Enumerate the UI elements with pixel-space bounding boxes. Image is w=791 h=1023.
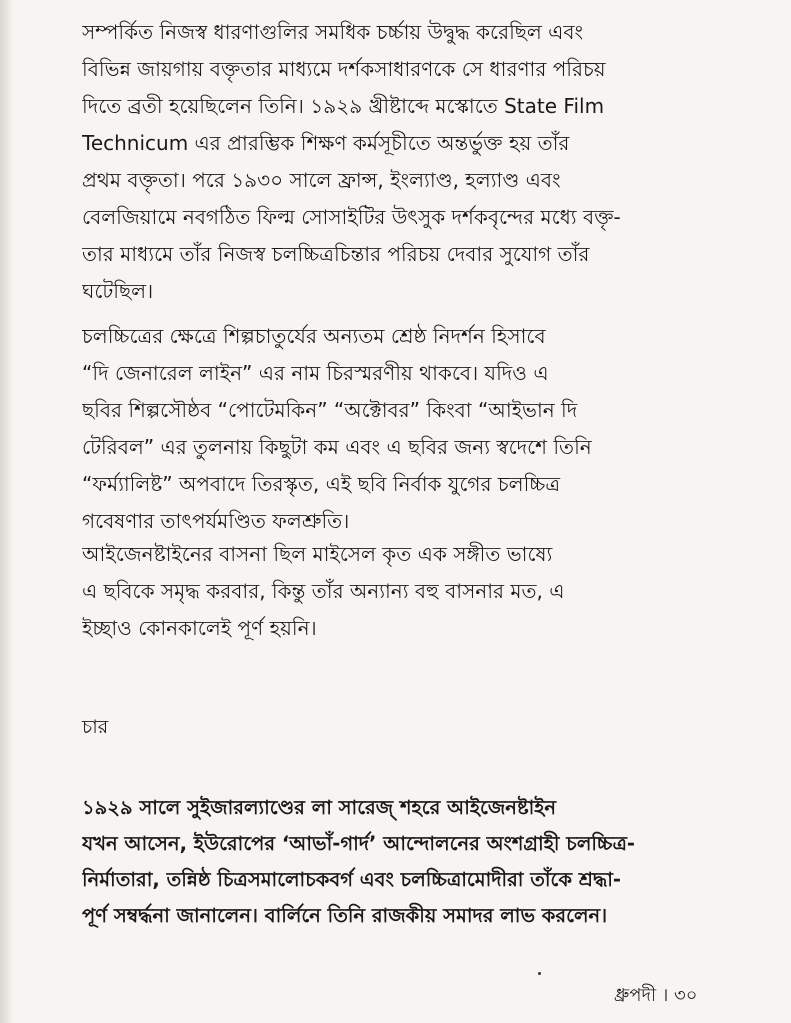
text-line: নির্মাতারা, তন্নিষ্ঠ চিত্রসমালোচকবর্গ এবং চলচ্চিত্রামোদীরা তাঁকে শ্রদ্ধা- bbox=[82, 868, 622, 891]
text-line: ঘটেছিল। bbox=[82, 279, 154, 303]
text-line: বেলজিয়ামে নবগঠিত ফিল্ম সোসাইটির উৎসুক দর্শকবৃন্দের মধ্যে বক্তৃ- bbox=[82, 205, 621, 229]
text-line: ১৯২৯ সালে সুইজারল্যাণ্ডের লা সারেজ্ শহরে আইজেনষ্টাইন bbox=[82, 796, 557, 819]
section-paragraph bbox=[82, 790, 722, 934]
journal-name: ধ্রুপদী bbox=[614, 985, 657, 1006]
page-edge-shadow bbox=[0, 0, 14, 1023]
footer-separator: । bbox=[661, 985, 669, 1006]
text-line: প্রথম বক্তৃতা। পরে ১৯৩০ সালে ফ্রান্স, ইংল্যাণ্ড, হল্যাণ্ড এবং bbox=[82, 168, 561, 192]
text-line: বিভিন্ন জায়গায় বক্তৃতার মাধ্যমে দর্শকসাধারণকে সে ধারণার পরিচয় bbox=[82, 57, 606, 81]
text-line: গবেষণার তাৎপর্যমণ্ডিত ফলশ্রুতি। bbox=[82, 509, 350, 533]
text-line: টেরিবল” এর তুলনায় কিছুটা কম এবং এ ছবির জন্য স্বদেশে তিনি bbox=[82, 435, 592, 459]
paragraph-2 bbox=[82, 318, 722, 540]
paragraph-3 bbox=[82, 536, 722, 647]
paragraph-1 bbox=[82, 14, 722, 310]
text-line: “দি জেনারেল লাইন” এর নাম চিরস্মরণীয় থাকবে। যদিও এ bbox=[82, 361, 549, 385]
ink-speck bbox=[538, 972, 541, 975]
text-line: আইজেনষ্টাইনের বাসনা ছিল মাইসেল কৃত এক সঙ্গীত ভাষ্যে bbox=[82, 542, 553, 566]
text-line: Technicum এর প্রারম্ভিক শিক্ষণ কর্মসূচীতে অন্তর্ভুক্ত হয় তাঁর bbox=[82, 131, 570, 155]
text-line: পূর্ণ সম্বর্দ্ধনা জানালেন। বার্লিনে তিনি রাজকীয় সমাদর লাভ করলেন। bbox=[82, 904, 608, 927]
text-line: দিতে ব্রতী হয়েছিলেন তিনি। ১৯২৯ খ্রীষ্টাব্দে মস্কোতে State Film bbox=[82, 94, 605, 118]
text-line: চলচ্চিত্রের ক্ষেত্রে শিল্পচাতুর্যের অন্যতম শ্রেষ্ঠ নিদর্শন হিসাবে bbox=[82, 324, 546, 348]
page-footer bbox=[614, 981, 697, 1012]
text-line: ইচ্ছাও কোনকালেই পূর্ণ হয়নি। bbox=[82, 616, 317, 640]
text-line: সম্পর্কিত নিজস্ব ধারণাগুলির সমধিক চর্চ্চায় উদ্বুদ্ধ করেছিল এবং bbox=[82, 20, 584, 44]
text-line: “ফর্ম্যালিষ্ট” অপবাদে তিরস্কৃত, এই ছবি নির্বাক যুগের চলচ্চিত্র bbox=[82, 472, 561, 496]
text-line: যখন আসেন, ইউরোপের ‘আভাঁ-গার্দ’ আন্দোলনের অংশগ্রাহী চলচ্চিত্র- bbox=[82, 832, 636, 855]
text-line: এ ছবিকে সমৃদ্ধ করবার, কিন্তু তাঁর অন্যান্য বহু বাসনার মত, এ bbox=[82, 579, 565, 603]
text-line: তার মাধ্যমে তাঁর নিজস্ব চলচ্চিত্রচিন্তার পরিচয় দেবার সুযোগ তাঁর bbox=[82, 242, 590, 266]
page-number: ৩০ bbox=[674, 985, 698, 1006]
text-line: ছবির শিল্পসৌষ্ঠব “পোটেমকিন” “অক্টোবর” কিংবা “আইভান দি bbox=[82, 398, 578, 422]
section-heading: চার bbox=[82, 716, 109, 738]
